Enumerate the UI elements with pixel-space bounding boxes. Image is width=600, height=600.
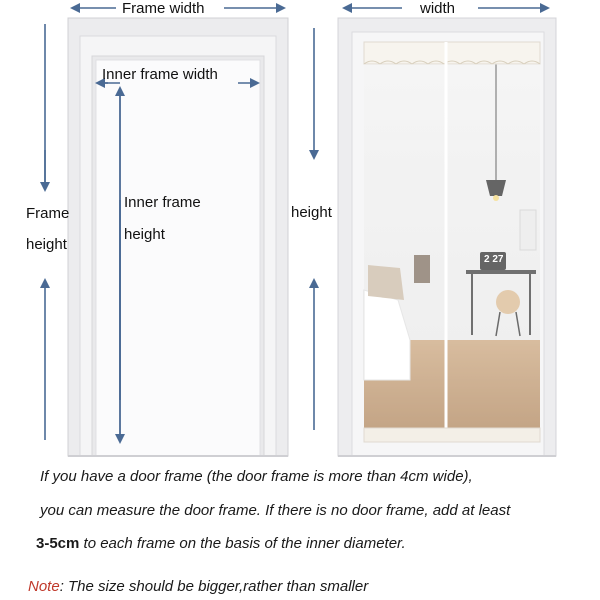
note-line-3-bold: 3-5cm — [36, 535, 80, 552]
note-line-2: you can measure the door frame. If there is no door frame, add at least — [40, 502, 511, 519]
note-line-3-rest: to each frame on the basis of the inner diameter. — [79, 535, 406, 552]
inner-frame-height-label-line2: height — [124, 226, 165, 243]
note-line-3 — [36, 535, 406, 552]
frame-height-label-line1: Frame — [26, 205, 70, 222]
inner-frame-height-label-line1: Inner frame — [124, 194, 201, 211]
size-note — [28, 578, 368, 595]
note-prefix: Note — [28, 578, 60, 595]
note-line-1: If you have a door frame (the door frame is more than 4cm wide), — [40, 468, 473, 485]
frame-width-label: Frame width — [122, 0, 205, 17]
frame-height-label-line2: height — [26, 236, 67, 253]
width-label: width — [420, 0, 456, 17]
clock-display: 2 27 — [484, 254, 504, 265]
inner-frame-width-label: Inner frame width — [102, 66, 218, 83]
right-door-frame — [338, 18, 556, 456]
note-text: : The size should be bigger,rather than smaller — [59, 578, 369, 595]
height-label: height — [291, 204, 332, 221]
